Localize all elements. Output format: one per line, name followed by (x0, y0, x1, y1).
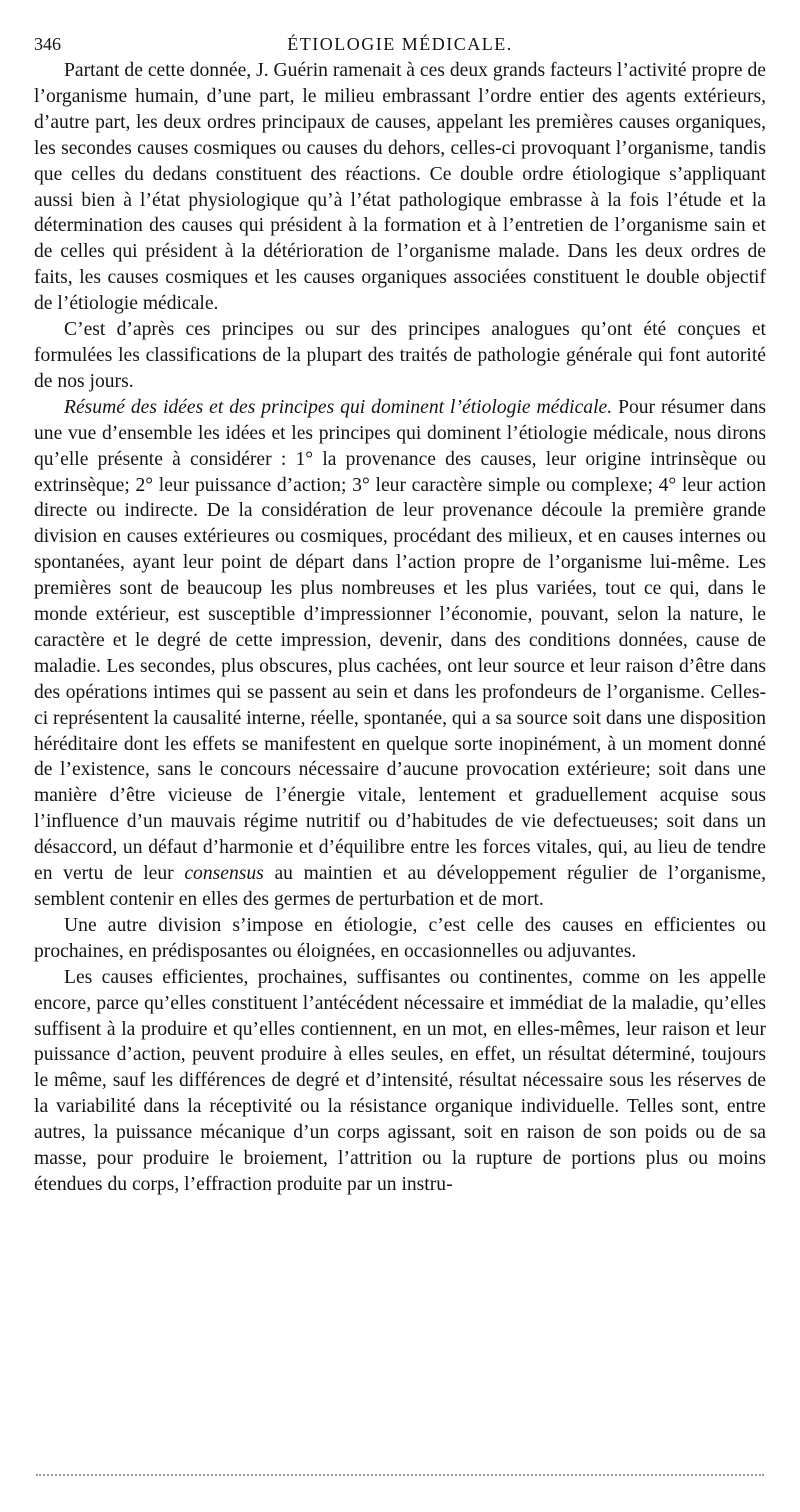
summary-lead-heading: Résumé des idées et des principes qui dominent l’étiologie médicale. (64, 396, 613, 418)
paragraph-division: Une autre division s’impose en étiologie, c’est celle des causes en efficientes ou prochaines, en prédisposantes ou éloignées, en occasionnelles ou adjuvantes. (34, 914, 766, 962)
book-page (34, 30, 766, 1198)
paragraph-summary (34, 395, 766, 913)
paragraph-efficient-causes: Les causes efficientes, prochaines, suffisantes ou continentes, comme on les appelle encore, parce qu’elles constituent l’antécédent nécessaire et immédiat de la maladie, qu’elles suffisent à la produire et qu’elles contiennent, en un mot, en elles-mêmes, leur raison et leur puissance d’action, peuvent produire à elles seules, en effet, un résultat déterminé, toujours le même, sauf les différences de degré et d’intensité, résultat nécessaire sous les réserves de la variabilité dans la réceptivité ou la résistance organique individuelle. Telles sont, entre autres, la puissance mécanique d’un corps agissant, soit en raison de son poids ou de sa masse, pour produire le broiement, l’attrition ou la rupture de portions plus ou moins étendues du corps, l’effraction produite par un instru- (34, 966, 766, 1195)
paragraph-guerin-causes: Partant de cette donnée, J. Guérin ramenait à ces deux grands facteurs l’activité propre de l’organisme humain, d’une part, le milieu embrassant l’ordre entier des agents extérieurs, d’autre part, les deux ordres principaux de causes, appelant les premières causes organiques, les secondes causes cosmiques ou causes du dehors, celles-ci provoquant l’organisme, tandis que celles du dedans constituent des réactions. Ce double ordre étiologique s’appliquant aussi bien à l’état physiologique qu’à l’état pathologique embrasse à la fois l’étude et la détermination des causes qui président à la formation et à l’entretien de l’organisme sain et de celles qui président à la détérioration de l’organisme malade. Dans les deux ordres de faits, les causes cosmiques et les causes organiques associées constituent le double objectif de l’étiologie médicale. (34, 60, 766, 315)
page-number: 346 (34, 34, 61, 54)
summary-text-part2: au maintien et au développement régulier de l’organisme, semblent contenir en elles des germes de perturbation et de mort. (34, 863, 766, 910)
running-title: ÉTIOLOGIE MÉDICALE. (287, 34, 513, 54)
consensus-term: consensus (184, 863, 264, 885)
body-text (34, 58, 766, 1198)
footer-rule (36, 1474, 764, 1476)
summary-text-part1: Pour résumer dans une vue d’ensemble les idées et les principes qui dominent l’étiologie médicale, nous dirons qu’elle présente à considérer : 1° la provenance des causes, leur origine intrinsèque ou extrinsèque; 2° leur puissance d’action; 3° leur caractère simple ou complexe; 4° leur action directe ou indirecte. De la considération de leur provenance découle la première grande division en causes extérieures ou cosmiques, procédant des milieux, et en causes internes ou spontanées, ayant leur point de départ dans l’action propre de l’organisme lui-même. Les premières sont de beaucoup les plus nombreuses et les plus variées, tout ce qui, dans le monde extérieur, est susceptible d’impressionner l’économie, pouvant, selon la nature, le caractère et le degré de cette impression, devenir, dans des conditions données, cause de maladie. Les secondes, plus obscures, plus cachées, ont leur source et leur raison d’être dans des opérations intimes qui se passent au sein et dans les profondeurs de l’organisme. Celles-ci représentent la causalité interne, réelle, spontanée, qui a sa source soit dans une disposition héréditaire dont les effets se manifestent en quelque sorte inopinément, à un moment donné de l’existence, sans le concours nécessaire d’aucune provocation extérieure; soit dans une manière d’être vicieuse de l’énergie vitale, lentement et graduellement acquise sous l’influence d’un mauvais régime nutritif ou d’habitudes de vie defectueuses; soit dans un désaccord, un défaut d’harmonie et d’équilibre entre les forces vitales, qui, au lieu de tendre en vertu de leur (34, 396, 767, 885)
paragraph-classifications: C’est d’après ces principes ou sur des principes analogues qu’ont été conçues et formulées les classifications de la plupart des traités de pathologie générale qui font autorité de nos jours. (34, 319, 766, 392)
running-head (34, 30, 766, 58)
